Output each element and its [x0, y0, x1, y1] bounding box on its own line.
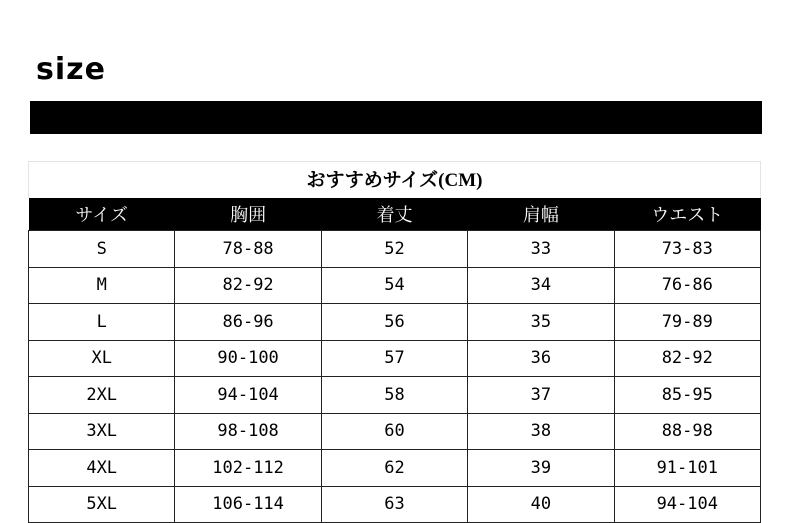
table-row [29, 413, 761, 450]
cell-size: L [29, 304, 175, 341]
table-row [29, 304, 761, 341]
cell-length: 60 [321, 413, 467, 450]
cell-shoulder: 39 [468, 450, 614, 487]
table-row [29, 267, 761, 304]
cell-shoulder: 37 [468, 377, 614, 414]
cell-waist: 79-89 [614, 304, 760, 341]
cell-length: 56 [321, 304, 467, 341]
cell-shoulder: 34 [468, 267, 614, 304]
cell-shoulder: 36 [468, 340, 614, 377]
cell-chest: 78-88 [175, 231, 321, 268]
cell-shoulder: 40 [468, 486, 614, 523]
table-row [29, 231, 761, 268]
header-bar [30, 101, 762, 134]
cell-size: 4XL [29, 450, 175, 487]
table-row [29, 340, 761, 377]
header-shoulder: 肩幅 [468, 198, 614, 231]
cell-length: 58 [321, 377, 467, 414]
cell-shoulder: 35 [468, 304, 614, 341]
cell-size: 5XL [29, 486, 175, 523]
cell-chest: 82-92 [175, 267, 321, 304]
cell-waist: 76-86 [614, 267, 760, 304]
cell-size: M [29, 267, 175, 304]
cell-waist: 73-83 [614, 231, 760, 268]
cell-length: 62 [321, 450, 467, 487]
table-row [29, 450, 761, 487]
cell-waist: 82-92 [614, 340, 760, 377]
cell-size: XL [29, 340, 175, 377]
cell-length: 57 [321, 340, 467, 377]
cell-chest: 86-96 [175, 304, 321, 341]
cell-chest: 94-104 [175, 377, 321, 414]
cell-chest: 98-108 [175, 413, 321, 450]
size-chart-table [28, 161, 761, 523]
table-row [29, 377, 761, 414]
cell-size: 2XL [29, 377, 175, 414]
size-heading: size [36, 52, 106, 87]
header-size: サイズ [29, 198, 175, 231]
cell-waist: 91-101 [614, 450, 760, 487]
cell-chest: 90-100 [175, 340, 321, 377]
cell-length: 54 [321, 267, 467, 304]
cell-size: S [29, 231, 175, 268]
header-length: 着丈 [321, 198, 467, 231]
table-title: おすすめサイズ(CM) [28, 161, 761, 198]
header-chest: 胸囲 [175, 198, 321, 231]
cell-shoulder: 38 [468, 413, 614, 450]
cell-waist: 85-95 [614, 377, 760, 414]
header-waist: ウエスト [614, 198, 760, 231]
cell-chest: 102-112 [175, 450, 321, 487]
cell-waist: 94-104 [614, 486, 760, 523]
cell-waist: 88-98 [614, 413, 760, 450]
table-row [29, 486, 761, 523]
cell-size: 3XL [29, 413, 175, 450]
cell-shoulder: 33 [468, 231, 614, 268]
header-row [29, 198, 761, 231]
cell-length: 52 [321, 231, 467, 268]
cell-chest: 106-114 [175, 486, 321, 523]
cell-length: 63 [321, 486, 467, 523]
